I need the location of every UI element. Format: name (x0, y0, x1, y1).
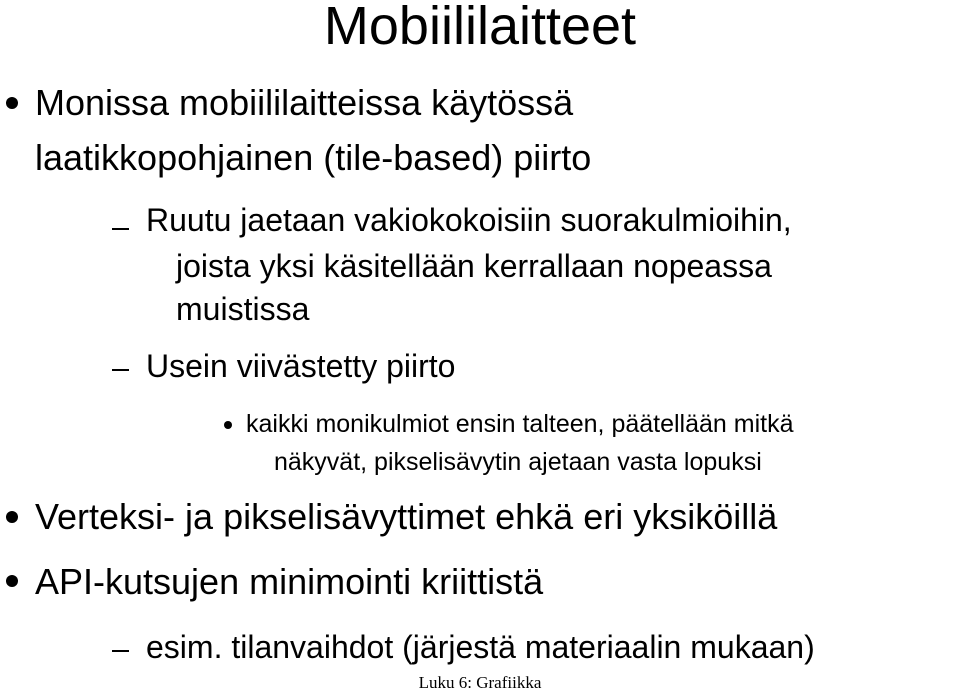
bullet-dot-icon (6, 97, 18, 109)
bullet-1-line-2: laatikkopohjainen (tile-based) piirto (35, 137, 592, 178)
sub-sub-bullet-line-2: näkyvät, pikselisävytin ajetaan vasta lopuksi (274, 448, 762, 476)
sub-bullet-2-line-1: Usein viivästetty piirto (146, 348, 456, 384)
sub-sub-bullet-line-1: kaikki monikulmiot ensin talteen, päätellään mitkä (246, 410, 794, 438)
bullet-dot-icon (6, 511, 18, 523)
dash-icon (112, 650, 129, 652)
dash-icon (112, 369, 129, 371)
small-bullet-dot-icon (224, 421, 232, 429)
bullet-3-line-1: API-kutsujen minimointi kriittistä (35, 561, 544, 602)
sub-bullet-3-line-1: esim. tilanvaihdot (järjestä materiaalin mukaan) (146, 629, 815, 665)
dash-icon (112, 228, 129, 230)
slide-footer: Luku 6: Grafiikka (418, 673, 542, 692)
sub-bullet-1-line-2: joista yksi käsitellään kerrallaan nopeassa (176, 248, 772, 284)
bullet-1-line-1: Monissa mobiililaitteissa käytössä (35, 82, 574, 123)
sub-bullet-1-line-3: muistissa (176, 291, 310, 327)
bullet-dot-icon (6, 575, 18, 587)
slide-title: Mobiililaitteet (323, 0, 637, 56)
bullet-2-line-1: Verteksi- ja pikselisävyttimet ehkä eri yksiköillä (35, 496, 778, 537)
sub-bullet-1-line-1: Ruutu jaetaan vakiokokoisiin suorakulmioihin, (146, 202, 792, 238)
